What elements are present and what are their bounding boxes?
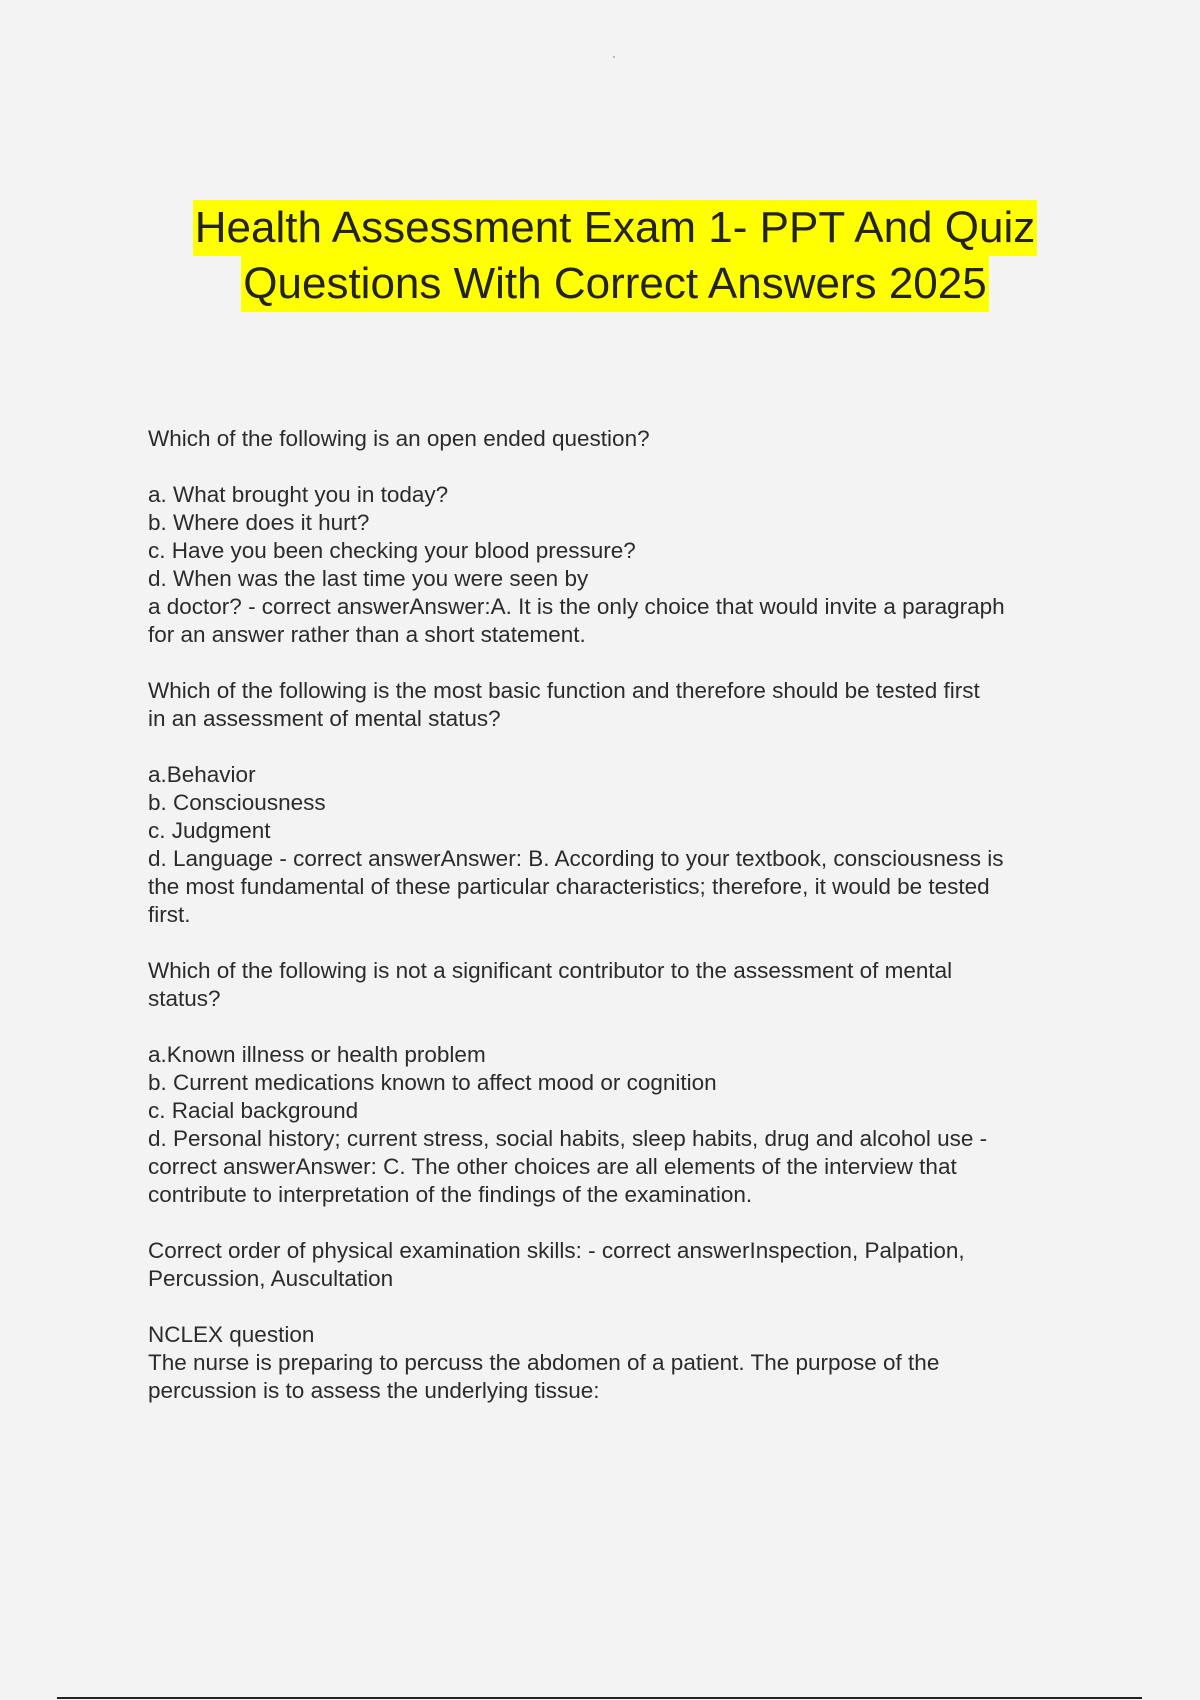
answer-explanation: correct answerAnswer: C. The other choices are all elements of the interview that [148, 1154, 957, 1179]
answer-option: b. Consciousness [148, 790, 326, 815]
question-prompt-line: The nurse is preparing to percuss the abdomen of a patient. The purpose of the [148, 1350, 940, 1375]
answer-explanation: first. [148, 902, 191, 927]
question-prompt-line: in an assessment of mental status? [148, 706, 501, 731]
answer-option: d. When was the last time you were seen by [148, 566, 589, 591]
page-bottom-rule [57, 1697, 1142, 1699]
question-prompt-line: NCLEX question [148, 1322, 315, 1347]
question-prompt-line: Which of the following is not a significant contributor to the assessment of mental [148, 958, 953, 983]
answer-option: b. Current medications known to affect mood or cognition [148, 1070, 717, 1095]
answer-explanation: a doctor? - correct answerAnswer:A. It is the only choice that would invite a paragraph [148, 594, 1005, 619]
answer-option: d. Personal history; current stress, social habits, sleep habits, drug and alcohol use - [148, 1126, 988, 1151]
answer-option: a.Known illness or health problem [148, 1042, 486, 1067]
answer-option: b. Where does it hurt? [148, 510, 370, 535]
answer-option: c. Judgment [148, 818, 271, 843]
question-list [148, 425, 1078, 1405]
title-line-2: Questions With Correct Answers 2025 [241, 256, 988, 312]
answer-option: a.Behavior [148, 762, 256, 787]
answer-explanation: the most fundamental of these particular characteristics; therefore, it would be tested [148, 874, 990, 899]
question-4 [148, 1237, 1078, 1293]
question-prompt-line: status? [148, 986, 221, 1011]
scan-speck [613, 56, 615, 58]
title-line-1: Health Assessment Exam 1- PPT And Quiz [193, 200, 1037, 256]
question-prompt-line: percussion is to assess the underlying tissue: [148, 1378, 600, 1403]
question-prompt-line: Correct order of physical examination skills: - correct answerInspection, Palpation, [148, 1238, 965, 1263]
answer-explanation: for an answer rather than a short statement. [148, 622, 586, 647]
answer-option: a. What brought you in today? [148, 482, 449, 507]
question-1 [148, 425, 1078, 649]
document-title [0, 200, 1200, 312]
answer-option: c. Have you been checking your blood pressure? [148, 538, 636, 563]
question-3 [148, 957, 1078, 1209]
answer-option: c. Racial background [148, 1098, 359, 1123]
question-prompt-line: Percussion, Auscultation [148, 1266, 394, 1291]
question-2 [148, 677, 1078, 929]
answer-explanation: contribute to interpretation of the findings of the examination. [148, 1182, 753, 1207]
question-5 [148, 1321, 1078, 1405]
answer-option: d. Language - correct answerAnswer: B. According to your textbook, consciousness is [148, 846, 1004, 871]
question-prompt-line: Which of the following is an open ended question? [148, 426, 650, 451]
question-prompt-line: Which of the following is the most basic function and therefore should be tested first [148, 678, 980, 703]
